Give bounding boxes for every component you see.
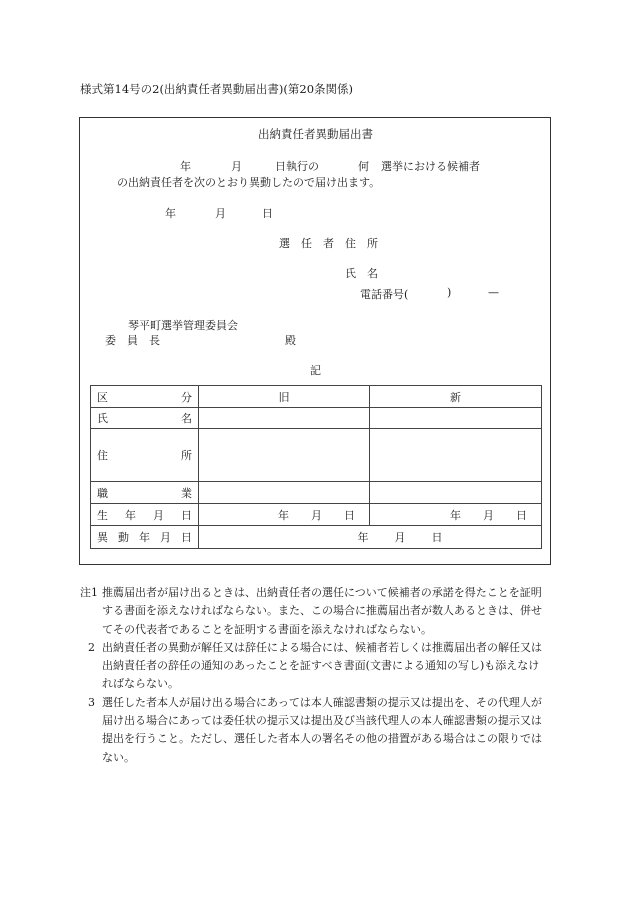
addressee-org: 琴平町選挙管理委員会	[128, 319, 238, 332]
row-birth-label: 生 年 月 日	[91, 504, 199, 526]
row-occupation-label: 職 業	[91, 482, 199, 504]
note-text: 推薦届出者が届け出るときは、出納責任者の選任について候補者の承諾を得たことを証明する書面を添えなければならない。また、この場合に推薦届出者が数人あるときは、併せてその代表者であることを証明する書面を添えなければならない。	[102, 586, 542, 636]
row-address-label: 住 所	[91, 429, 199, 482]
phone-label: 電話番号(	[360, 288, 409, 301]
date-year: 年	[165, 207, 176, 220]
row-address-new	[370, 429, 542, 482]
note-item	[80, 694, 550, 767]
row-occupation-new	[370, 482, 542, 504]
intro-what: 何	[358, 160, 369, 173]
table-header-row	[91, 386, 542, 408]
ki-label: 記	[310, 364, 321, 377]
date-month: 月	[215, 207, 226, 220]
note-item	[80, 584, 550, 639]
form-title: 出納責任者異動届出書	[258, 127, 373, 141]
note-text: 選任した者本人が届け出る場合にあっては本人確認書類の提示又は提出を、その代理人が届け出る場合にあっては委任状の提示又は提出及び当該代理人の本人確認書類の提示又は提出を行うこと。ただし、選任した者本人の署名その他の措置がある場合はこの限りではない。	[102, 695, 542, 764]
form-caption: 様式第14号の2(出納責任者異動届出書)(第20条関係)	[80, 82, 354, 96]
addressee-chair: 委 員 長	[105, 334, 160, 347]
table-row	[91, 408, 542, 429]
notes-section	[80, 584, 550, 767]
table-row	[91, 504, 542, 526]
header-old: 旧	[199, 386, 370, 408]
appointer-address-label: 選 任 者 住 所	[279, 237, 378, 250]
header-new: 新	[370, 386, 542, 408]
row-address-old	[199, 429, 370, 482]
row-name-label: 氏 名	[91, 408, 199, 429]
row-change-date-value: 年 月 日	[199, 526, 542, 549]
row-birth-new: 年 月 日	[370, 504, 542, 526]
phone-dash: —	[488, 286, 499, 299]
note-number: 3	[88, 695, 95, 709]
note-number: 注1	[80, 586, 98, 599]
table-row	[91, 482, 542, 504]
intro-election: 選挙における候補者	[381, 160, 480, 173]
row-name-new	[370, 408, 542, 429]
note-item	[80, 639, 550, 694]
intro-year: 年	[180, 160, 191, 173]
row-occupation-old	[199, 482, 370, 504]
row-name-old	[199, 408, 370, 429]
intro-line2: の出納責任者を次のとおり異動したので届け出ます。	[117, 176, 381, 189]
addressee-honorific: 殿	[285, 334, 296, 347]
name-label: 氏 名	[345, 267, 378, 280]
header-category: 区 分	[91, 386, 199, 408]
date-day: 日	[262, 207, 273, 220]
row-change-date-label: 異 動 年 月 日	[91, 526, 199, 549]
table-row	[91, 429, 542, 482]
note-number: 2	[88, 640, 95, 654]
phone-close: )	[447, 286, 452, 299]
row-birth-old: 年 月 日	[199, 504, 370, 526]
table-row	[91, 526, 542, 549]
intro-month: 月	[231, 160, 242, 173]
note-text: 出納責任者の異動が解任又は辞任による場合には、候補者若しくは推薦届出者の解任又は出納責任者の辞任の通知のあったことを証すべき書面(文書による通知の写し)も添えなければならない。	[102, 640, 542, 691]
intro-day-exec: 日執行の	[275, 160, 319, 173]
change-table	[90, 385, 542, 549]
